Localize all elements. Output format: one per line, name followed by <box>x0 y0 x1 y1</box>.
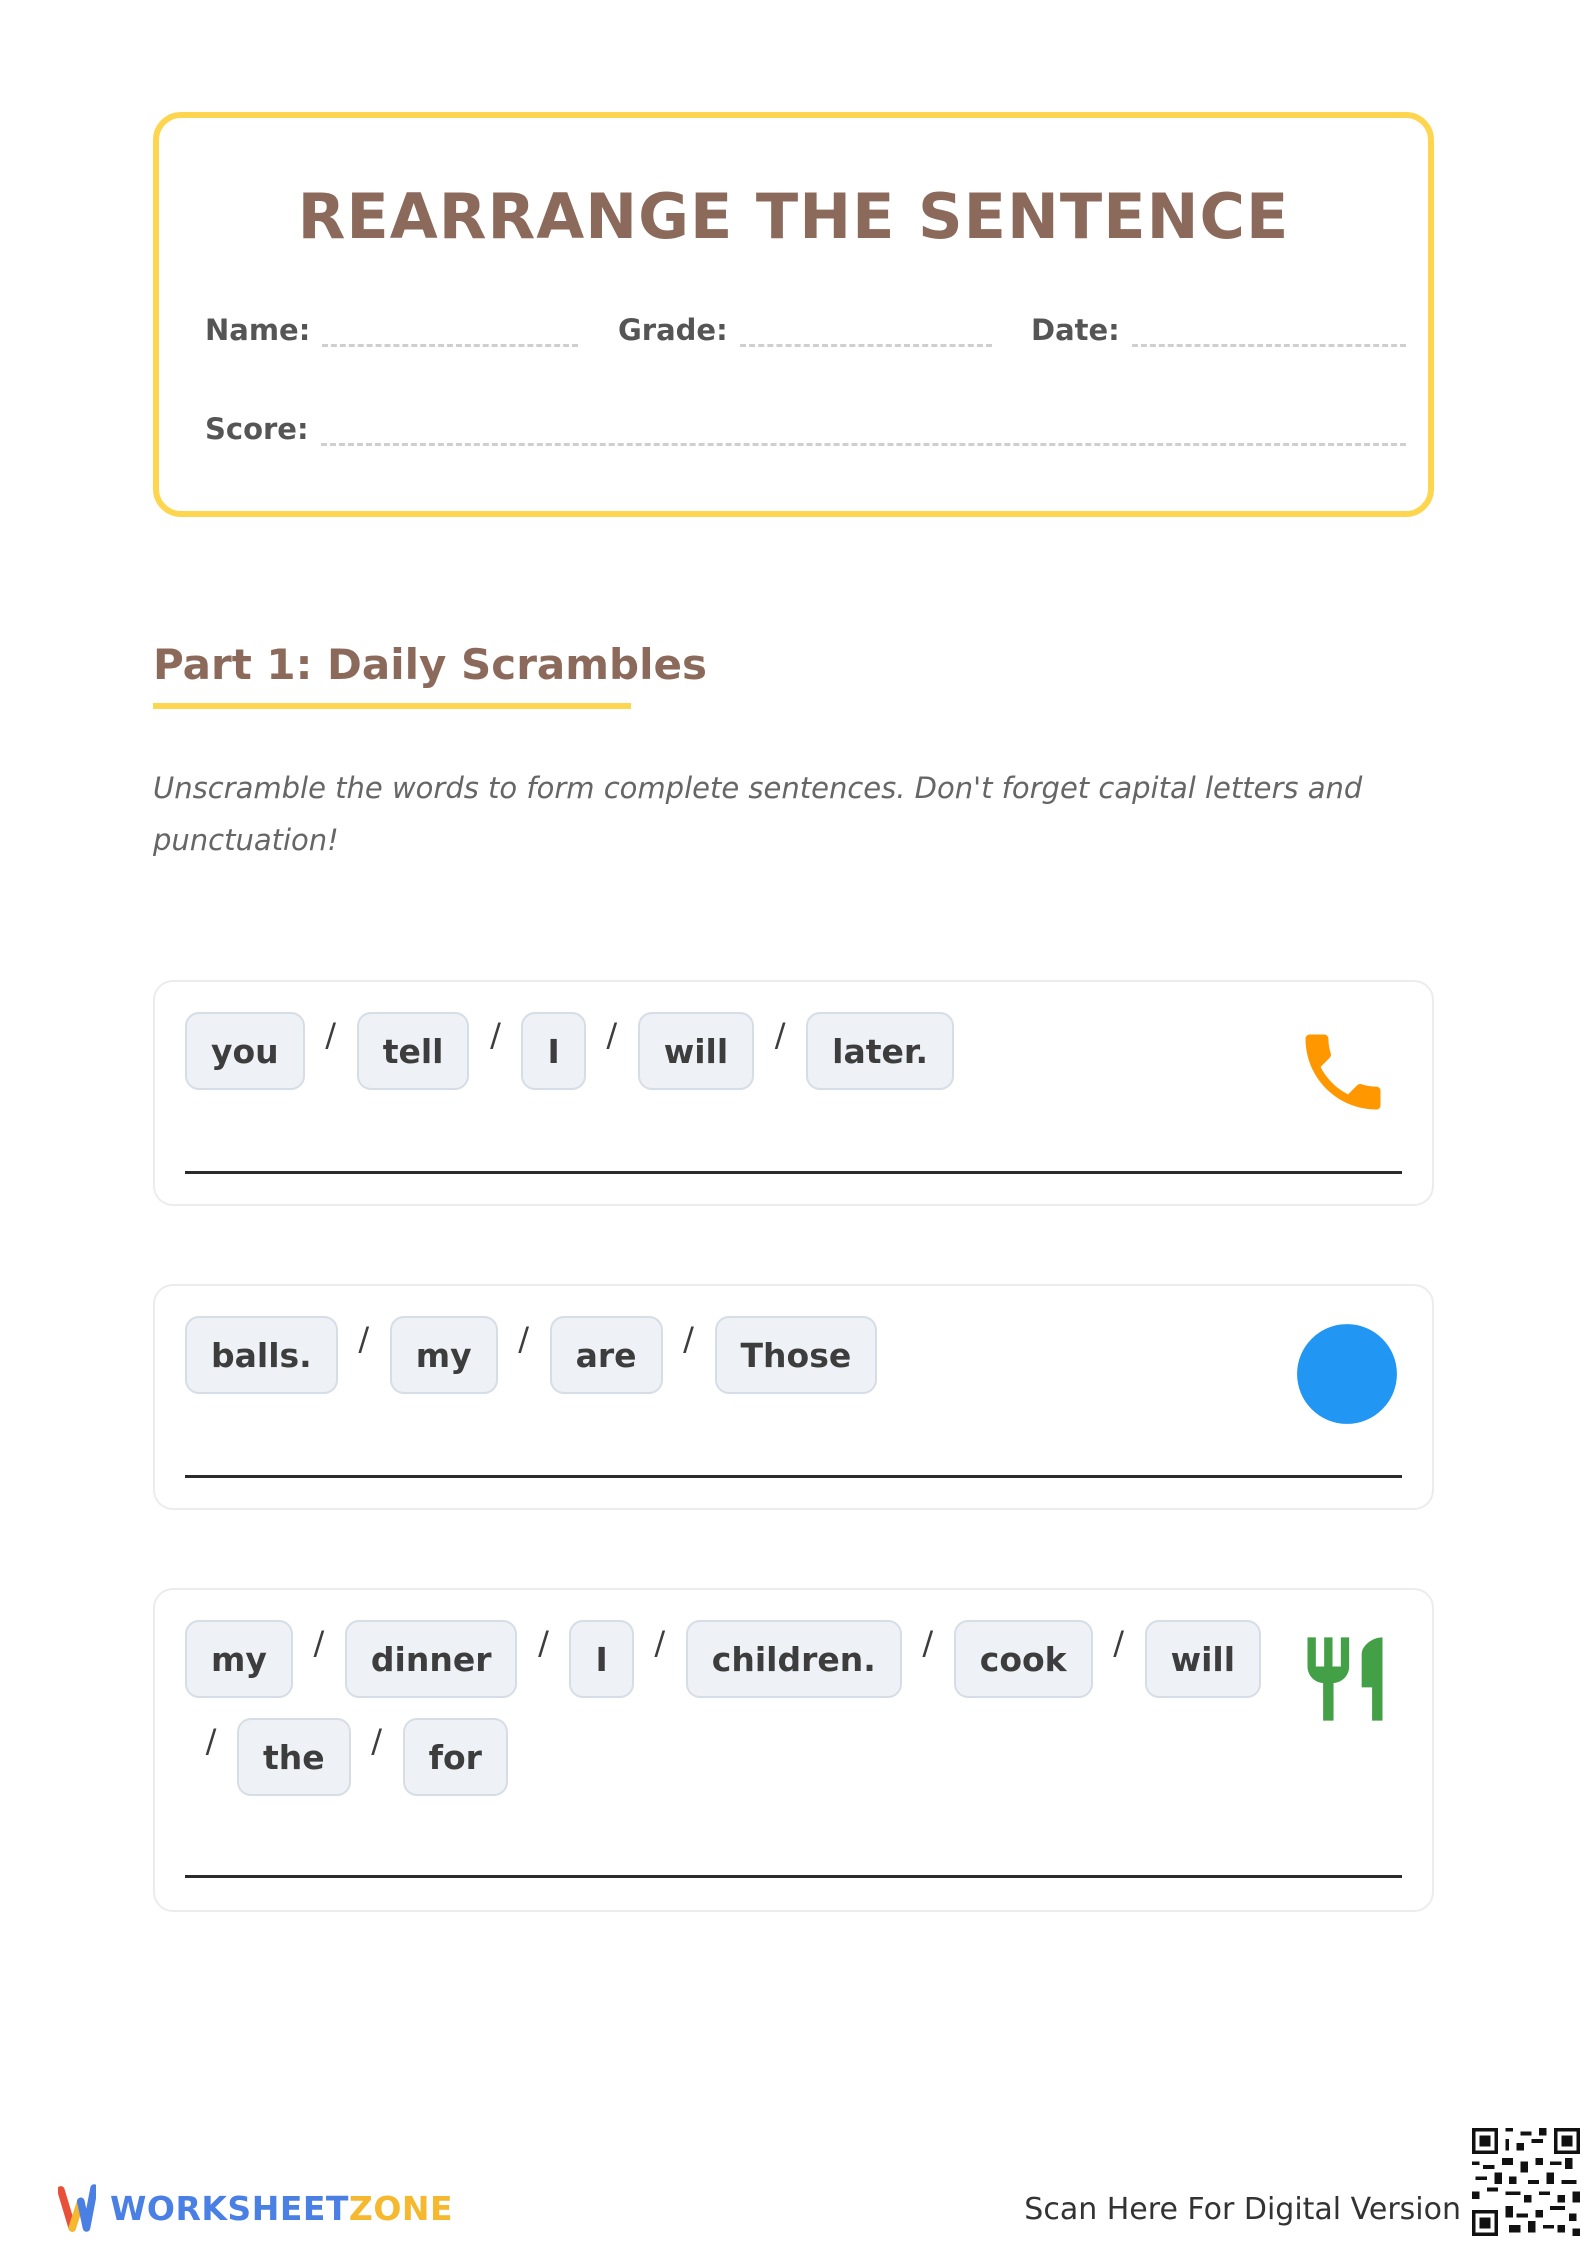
word-chip[interactable]: my <box>390 1316 498 1394</box>
exercise-card-2 <box>153 1284 1434 1510</box>
answer-line[interactable] <box>185 1171 1402 1174</box>
word-chip[interactable]: children. <box>686 1620 902 1698</box>
date-field <box>1031 313 1406 347</box>
grade-line[interactable] <box>740 317 992 347</box>
word-chip[interactable]: balls. <box>185 1316 338 1394</box>
worksheet-header <box>153 112 1434 517</box>
word-chip[interactable]: I <box>521 1012 585 1090</box>
word-separator: / <box>922 1624 934 1662</box>
name-label: Name: <box>205 313 311 347</box>
grade-field <box>618 313 992 347</box>
ball-icon <box>1295 1322 1399 1426</box>
word-chip[interactable]: you <box>185 1012 305 1090</box>
word-chip[interactable]: will <box>638 1012 754 1090</box>
word-separator: / <box>683 1320 694 1358</box>
word-separator: / <box>538 1624 549 1662</box>
word-separator: / <box>358 1320 370 1358</box>
date-line[interactable] <box>1132 317 1406 347</box>
word-chip[interactable]: my <box>185 1620 293 1698</box>
fork-knife-icon <box>1295 1626 1395 1732</box>
word-chip[interactable]: are <box>550 1316 663 1394</box>
word-chip[interactable]: Those <box>715 1316 878 1394</box>
name-line[interactable] <box>322 317 578 347</box>
word-separator: / <box>205 1722 217 1760</box>
qr-code-icon[interactable] <box>1472 2128 1580 2236</box>
section-title: Part 1: Daily Scrambles <box>153 640 631 709</box>
word-separator: / <box>490 1016 501 1054</box>
word-separator: / <box>518 1320 529 1358</box>
score-field <box>205 412 1406 446</box>
word-bank <box>185 1316 1265 1394</box>
word-bank <box>185 1012 1265 1090</box>
score-line[interactable] <box>321 416 1406 446</box>
answer-line[interactable] <box>185 1875 1402 1878</box>
phone-icon <box>1293 1022 1393 1122</box>
score-label: Score: <box>205 412 309 446</box>
word-chip[interactable]: will <box>1145 1620 1261 1698</box>
word-separator: / <box>654 1624 666 1662</box>
word-chip[interactable]: later. <box>806 1012 954 1090</box>
word-chip[interactable]: dinner <box>345 1620 518 1698</box>
word-chip[interactable]: the <box>237 1718 351 1796</box>
word-bank <box>185 1620 1265 1796</box>
date-label: Date: <box>1031 313 1120 347</box>
word-separator: / <box>371 1722 383 1760</box>
word-chip[interactable]: I <box>569 1620 633 1698</box>
word-chip[interactable]: tell <box>357 1012 470 1090</box>
logo-text: WORKSHEETZONE <box>110 2188 454 2228</box>
exercise-card-1 <box>153 980 1434 1206</box>
word-separator: / <box>606 1016 618 1054</box>
word-separator: / <box>325 1016 337 1054</box>
worksheet-title: REARRANGE THE SENTENCE <box>297 180 1290 253</box>
exercise-card-3 <box>153 1588 1434 1912</box>
word-separator: / <box>1113 1624 1125 1662</box>
grade-label: Grade: <box>618 313 728 347</box>
word-chip[interactable]: cook <box>954 1620 1093 1698</box>
answer-line[interactable] <box>185 1475 1402 1478</box>
word-separator: / <box>313 1624 325 1662</box>
logo-mark-icon <box>58 2182 96 2234</box>
word-separator: / <box>774 1016 786 1054</box>
worksheetzone-logo[interactable] <box>58 2182 453 2234</box>
word-chip[interactable]: for <box>403 1718 508 1796</box>
instructions: Unscramble the words to form complete sentences. Don't forget capital letters and punctuation! <box>153 771 1363 857</box>
scan-caption: Scan Here For Digital Version <box>1024 2192 1461 2227</box>
name-field <box>205 313 578 347</box>
